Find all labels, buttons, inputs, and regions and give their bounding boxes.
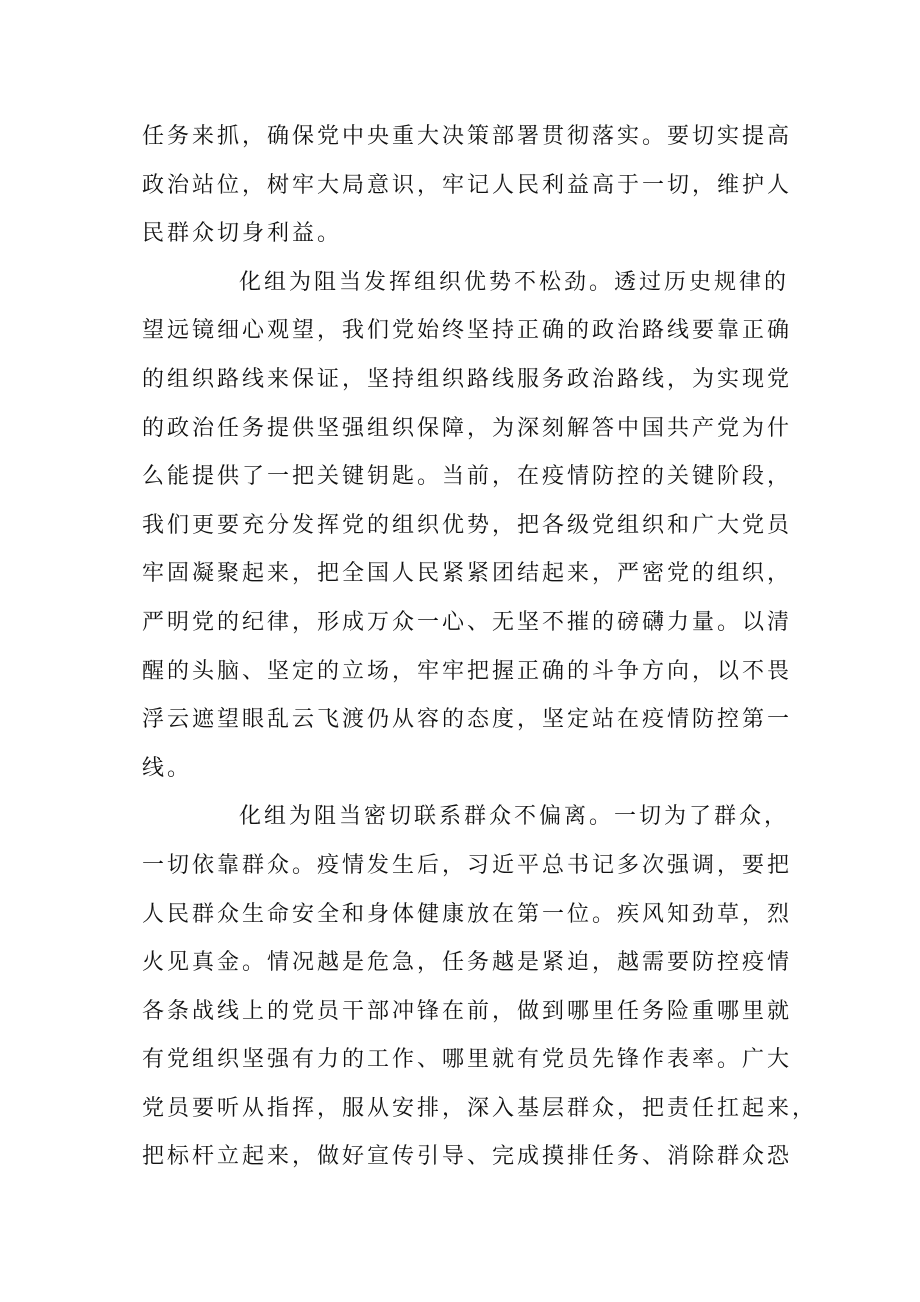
text-line: 我们更要充分发挥党的组织优势，把各级党组织和广大党员	[142, 512, 793, 538]
text-line: 望远镜细心观望，我们党始终坚持正确的政治路线要靠正确	[142, 318, 793, 344]
text-line: 党员要听从指挥，服从安排，深入基层群众，把责任扛起来，	[142, 1095, 818, 1121]
text-line: 醒的头脑、坚定的立场，牢牢把握正确的斗争方向，以不畏	[142, 658, 793, 684]
text-line: 火见真金。情况越是危急，任务越是紧迫，越需要防控疫情	[142, 950, 793, 976]
text-line: 把标杆立起来，做好宣传引导、完成摸排任务、消除群众恐	[142, 1144, 793, 1170]
text-line: 的组织路线来保证，坚持组织路线服务政治路线，为实现党	[142, 366, 793, 392]
paragraph-first-line: 化组为阻当发挥组织优势不松劲。透过历史规律的	[239, 269, 790, 295]
text-line: 各条战线上的党员干部冲锋在前，做到哪里任务险重哪里就	[142, 998, 793, 1024]
document-body	[142, 113, 818, 1182]
text-line: 政治站位，树牢大局意识，牢记人民利益高于一切，维护人	[142, 172, 793, 198]
text-line: 么能提供了一把关键钥匙。当前，在疫情防控的关键阶段，	[142, 464, 793, 490]
text-line: 浮云遮望眼乱云飞渡仍从容的态度，坚定站在疫情防控第一	[142, 707, 793, 733]
text-line: 任务来抓，确保党中央重大决策部署贯彻落实。要切实提高	[142, 124, 793, 149]
text-line: 的政治任务提供坚强组织保障，为深刻解答中国共产党为什	[142, 415, 793, 441]
text-line: 有党组织坚强有力的工作、哪里就有党员先锋作表率。广大	[142, 1047, 793, 1073]
text-line: 线。	[142, 755, 193, 781]
text-line: 民群众切身利益。	[142, 221, 343, 247]
text-line: 人民群众生命安全和身体健康放在第一位。疾风知劲草，烈	[142, 901, 793, 927]
paragraph-first-line: 化组为阻当密切联系群众不偏离。一切为了群众，	[239, 804, 790, 830]
text-line: 牢固凝聚起来，把全国人民紧紧团结起来，严密党的组织，	[142, 561, 793, 587]
text-line: 一切依靠群众。疫情发生后，习近平总书记多次强调，要把	[142, 852, 793, 878]
text-line: 严明党的纪律，形成万众一心、无坚不摧的磅礴力量。以清	[142, 609, 793, 635]
